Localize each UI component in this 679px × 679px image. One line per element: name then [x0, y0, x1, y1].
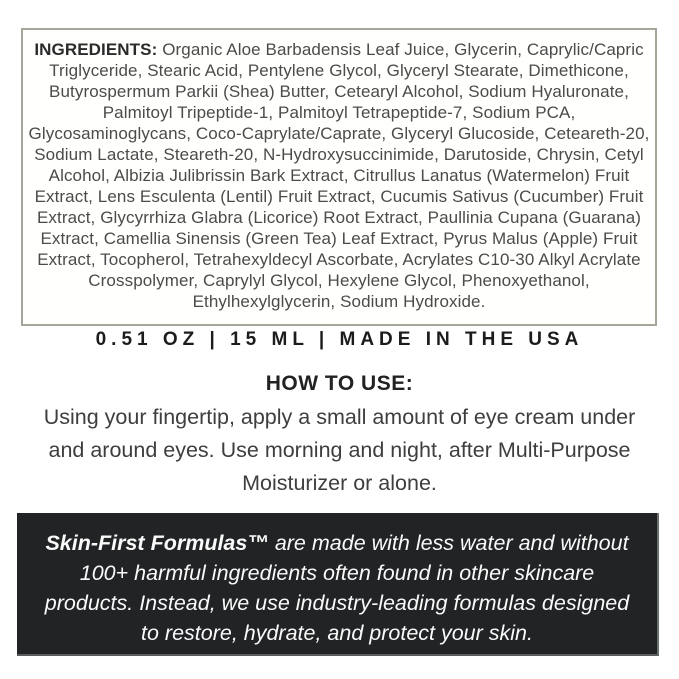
skin-first-formulas-banner	[17, 513, 659, 656]
ingredients-label: INGREDIENTS:	[34, 40, 158, 59]
size-and-origin-line: 0.51 OZ | 15 ML | MADE IN THE USA	[95, 329, 584, 350]
ingredients-box	[21, 28, 657, 326]
how-to-use-instructions: Using your fingertip, apply a small amount of eye cream under and around eyes. Use morning and night, after Multi-Purpose Moisturizer or alone.	[43, 405, 636, 495]
how-to-use-heading: HOW TO USE:	[265, 372, 414, 395]
ingredients-list: Organic Aloe Barbadensis Leaf Juice, Glycerin, Caprylic/Capric Triglyceride, Stearic Acid, Pentylene Glycol, Glyceryl Stearate, Dimethicone, Butyrospermum Parkii (Shea) Butter, Cetearyl Alcohol, Sodium Hyaluronate, Palmitoyl Tripeptide-1, Palmitoyl Tetrapeptide-7, Sodium PCA, Glycosaminoglycans, Coco-Caprylate/Caprate, Glyceryl Glucoside, Ceteareth-20, Sodium Lactate, Steareth-20, N-Hydroxysuccinimide, Darutoside, Chrysin, Cetyl Alcohol, Albizia Julibrissin Bark Extract, Citrullus Lanatus (Watermelon) Fruit Extract, Lens Esculenta (Lentil) Fruit Extract, Cucumis Sativus (Cucumber) Fruit Extract, Glycyrrhiza Glabra (Licorice) Root Extract, Paullinia Cupana (Guarana) Extract, Camellia Sinensis (Green Tea) Leaf Extract, Pyrus Malus (Apple) Fruit Extract, Tocopherol, Tetrahexyldecyl Ascorbate, Acrylates C10-30 Alkyl Acrylate Crosspolymer, Caprylyl Glycol, Hexylene Glycol, Phenoxyethanol, Ethylhexylglycerin, Sodium Hydroxide.	[28, 40, 650, 311]
formula-banner-text: are made with less water and without 100+ harmful ingredients often found in other skincare products. Instead, we use industry-leading formulas designed to restore, hydrate, and protect your skin.	[44, 531, 630, 645]
formula-brand-term: Skin-First Formulas™	[45, 531, 269, 555]
